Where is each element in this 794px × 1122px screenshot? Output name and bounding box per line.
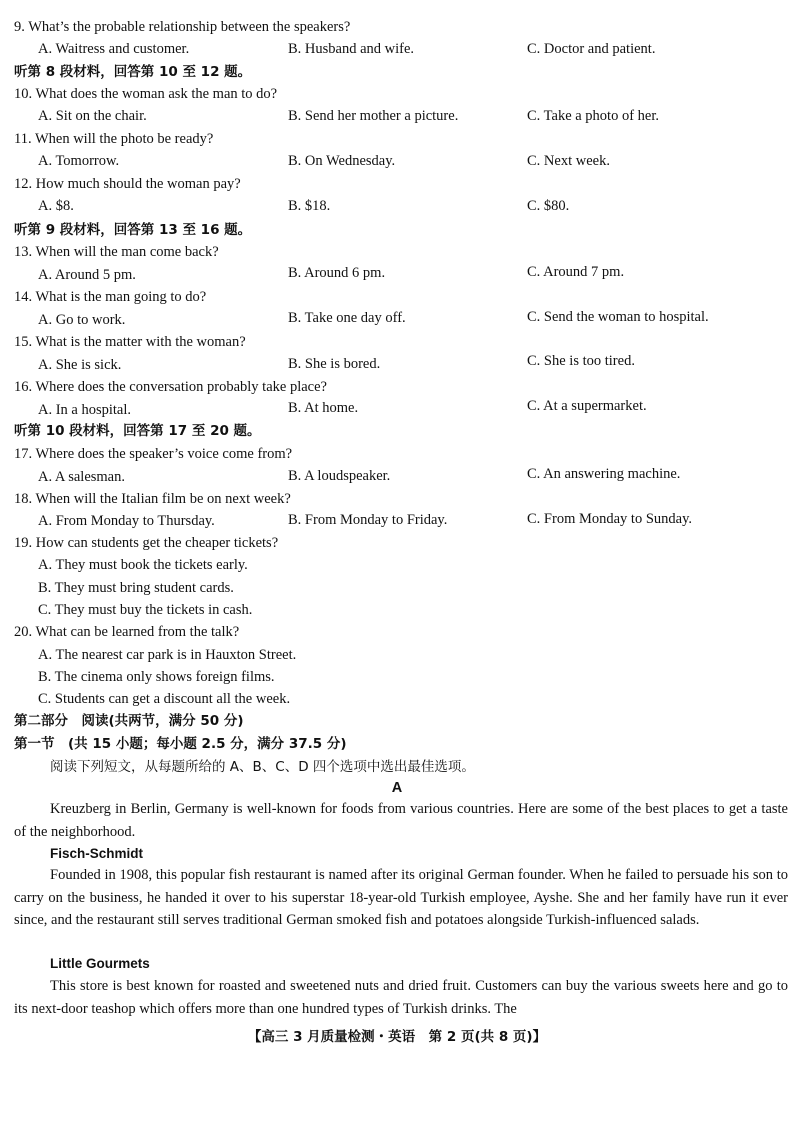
q14-option-b: B. Take one day off.	[288, 310, 406, 326]
q10-option-b: B. Send her mother a picture.	[288, 108, 459, 124]
q12-option-b: B. $18.	[288, 198, 331, 214]
page-footer: 【高三 3 月质量检测・英语 第 2 页(共 8 页)】	[247, 1029, 547, 1045]
question-17: 17. Where does the speaker’s voice come from?	[14, 446, 293, 462]
instruction-segment-10: 听第 10 段材料，回答第 17 至 20 题。	[14, 423, 261, 439]
question-12: 12. How much should the woman pay?	[14, 176, 241, 192]
q15-option-c: C. She is too tired.	[527, 353, 635, 369]
instruction-segment-8: 听第 8 段材料，回答第 10 至 12 题。	[14, 64, 252, 80]
question-11: 11. When will the photo be ready?	[14, 131, 214, 147]
q9-option-b: B. Husband and wife.	[288, 41, 415, 57]
q9-option-c: C. Doctor and patient.	[527, 41, 656, 57]
instruction-segment-9: 听第 9 段材料，回答第 13 至 16 题。	[14, 222, 252, 238]
q11-option-a: A. Tomorrow.	[38, 153, 120, 169]
passage-heading-little-gourmets: Little Gourmets	[50, 956, 150, 971]
q18-option-a: A. From Monday to Thursday.	[38, 513, 215, 529]
q11-option-b: B. On Wednesday.	[288, 153, 396, 169]
part2-section1: 第一节 (共 15 小题；每小题 2.5 分，满分 37.5 分)	[14, 736, 347, 752]
question-15: 15. What is the matter with the woman?	[14, 334, 246, 350]
question-10: 10. What does the woman ask the man to do?	[14, 86, 278, 102]
q17-option-c: C. An answering machine.	[527, 466, 681, 482]
q13-option-b: B. Around 6 pm.	[288, 265, 386, 281]
q11-option-c: C. Next week.	[527, 153, 610, 169]
q10-option-c: C. Take a photo of her.	[527, 108, 660, 124]
q15-option-a: A. She is sick.	[38, 357, 122, 373]
q13-option-c: C. Around 7 pm.	[527, 264, 625, 280]
q20-option-c: C. Students can get a discount all the week.	[38, 691, 291, 707]
q16-option-c: C. At a supermarket.	[527, 398, 647, 414]
part2-title: 第二部分 阅读(共两节，满分 50 分)	[14, 713, 244, 729]
q18-option-b: B. From Monday to Friday.	[288, 512, 448, 528]
question-13: 13. When will the man come back?	[14, 244, 219, 260]
question-19: 19. How can students get the cheaper tickets?	[14, 535, 279, 551]
q14-option-a: A. Go to work.	[38, 312, 126, 328]
q12-option-c: C. $80.	[527, 198, 570, 214]
passage-label: A	[391, 780, 403, 796]
question-18: 18. When will the Italian film be on next week?	[14, 491, 291, 507]
q19-option-a: A. They must book the tickets early.	[38, 557, 248, 573]
passage-intro: Kreuzberg in Berlin, Germany is well-known for foods from various countries. Here are some of the best places to get a taste of the neighborhood.	[14, 801, 788, 840]
q16-option-b: B. At home.	[288, 400, 359, 416]
passage-body-little-gourmets: This store is best known for roasted and sweetened nuts and dried fruit. Customers can buy the various sweets here and go to its next-door teashop which offers more than one hundred types of Turkish drinks. The	[14, 978, 788, 1017]
part2-instruction: 阅读下列短文，从每题所给的 A、B、C、D 四个选项中选出最佳选项。	[50, 759, 475, 775]
question-9: 9. What’s the probable relationship between the speakers?	[14, 19, 351, 35]
q19-option-b: B. They must bring student cards.	[38, 580, 234, 596]
q9-option-a: A. Waitress and customer.	[38, 41, 190, 57]
q16-option-a: A. In a hospital.	[38, 402, 132, 418]
q12-option-a: A. $8.	[38, 198, 74, 214]
q18-option-c: C. From Monday to Sunday.	[527, 511, 693, 527]
q10-option-a: A. Sit on the chair.	[38, 108, 147, 124]
q20-option-a: A. The nearest car park is in Hauxton Street.	[38, 647, 297, 663]
question-16: 16. Where does the conversation probably take place?	[14, 379, 327, 395]
question-20: 20. What can be learned from the talk?	[14, 624, 240, 640]
q15-option-b: B. She is bored.	[288, 356, 381, 372]
question-14: 14. What is the man going to do?	[14, 289, 207, 305]
q20-option-b: B. The cinema only shows foreign films.	[38, 669, 275, 685]
q17-option-a: A. A salesman.	[38, 469, 125, 485]
q17-option-b: B. A loudspeaker.	[288, 468, 391, 484]
passage-body-fisch-schmidt: Founded in 1908, this popular fish restaurant is named after its original German founder. When he failed to persuade his son to carry on the business, he handed it over to his superstar 18-year-old Turkish employee, Ayshe. She and her family have run it ever since, and the restaurant still serves traditional German smoked fish and potatoes alongside Turkish-influenced salads.	[14, 867, 788, 928]
q19-option-c: C. They must buy the tickets in cash.	[38, 602, 253, 618]
q13-option-a: A. Around 5 pm.	[38, 267, 136, 283]
q14-option-c: C. Send the woman to hospital.	[527, 309, 709, 325]
passage-heading-fisch-schmidt: Fisch-Schmidt	[50, 846, 144, 861]
